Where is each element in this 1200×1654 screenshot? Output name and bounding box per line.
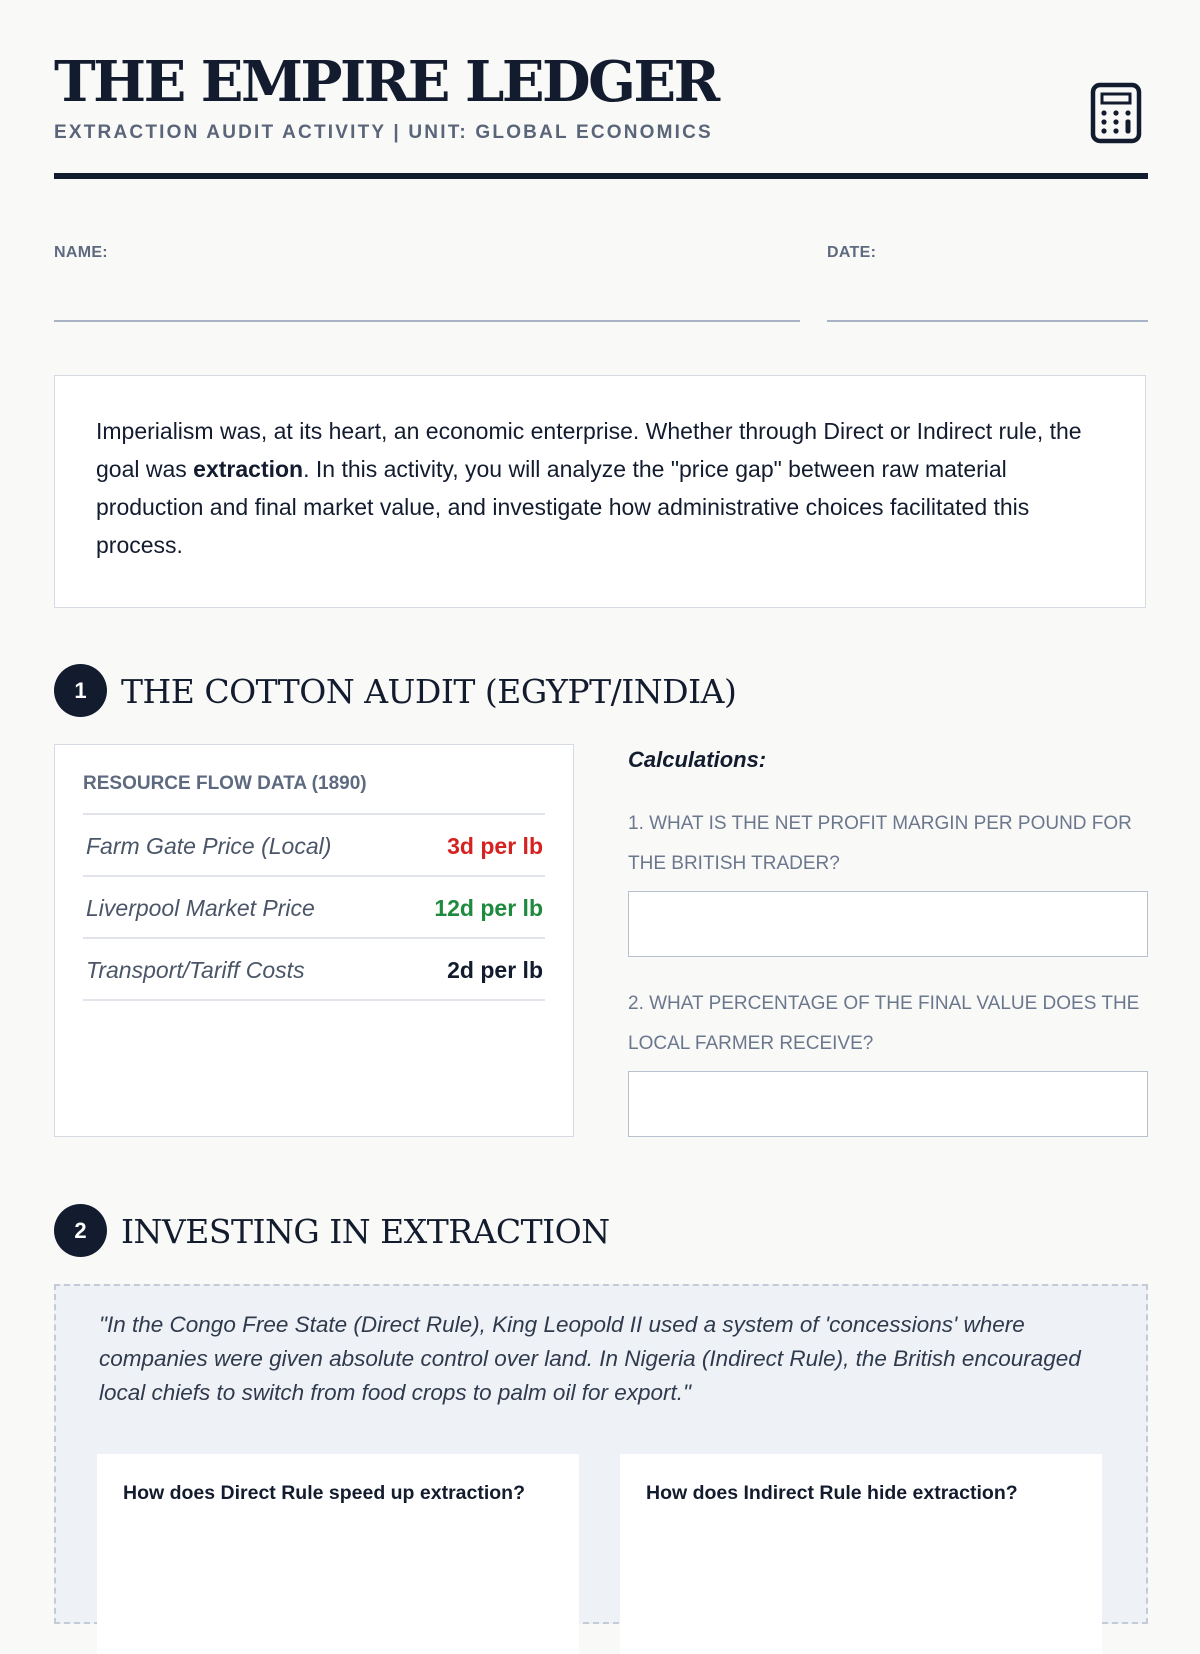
section-title: THE COTTON AUDIT (EGYPT/INDIA) [121,672,737,711]
section-number-badge: 1 [54,664,107,717]
row-label: Transport/Tariff Costs [86,957,305,983]
intro-box [54,375,1146,608]
row-label: Liverpool Market Price [86,895,315,921]
section-2-heading [54,1204,1148,1258]
row-value: 2d per lb [447,957,543,983]
resource-flow-card [54,744,574,1137]
data-row [83,817,545,877]
name-label: NAME: [54,244,108,261]
intro-text [96,412,1105,564]
row-label: Farm Gate Price (Local) [86,833,332,859]
calculator-icon [1090,82,1142,144]
date-label: DATE: [827,244,877,261]
intro-bold-term: extraction [193,456,304,482]
section-number-badge: 2 [54,1204,107,1257]
page-header [54,0,1148,180]
worksheet-page [54,0,1148,1504]
question-2-label: 2. WHAT PERCENTAGE OF THE FINAL VALUE DOES THE LOCAL FARMER RECEIVE? [628,993,1140,1054]
name-field[interactable] [54,320,800,322]
student-info-fields [54,244,1148,324]
data-row [83,879,545,939]
calculations-heading: Calculations: [628,747,767,772]
quote-box [54,1284,1148,1624]
page-subtitle: EXTRACTION AUDIT ACTIVITY | UNIT: GLOBAL ECONOMICS [54,122,713,143]
resource-flow-title: RESOURCE FLOW DATA (1890) [83,773,545,815]
intro-text-part2: . In this activity, you will analyze the "price gap" between raw material production and final market value, and investigate how administrative choices facilitated this process. [96,456,1030,558]
intro-text-part1: Imperialism was, at its heart, an economic enterprise. Whether through Direct or Indirect rule, the goal was [96,418,1082,482]
header-divider [54,173,1148,179]
page-title: THE EMPIRE LEDGER [54,49,718,115]
question-1-label: 1. WHAT IS THE NET PROFIT MARGIN PER POUND FOR THE BRITISH TRADER? [628,813,1132,874]
question-2-answer-box[interactable] [628,1071,1148,1137]
source-quote: "In the Congo Free State (Direct Rule), King Leopold II used a system of 'concessions' where companies were given absolute control over land. In Nigeria (Indirect Rule), the British encouraged local chiefs to switch from food crops to palm oil for export." [99,1312,1081,1405]
row-value: 12d per lb [434,895,543,921]
response-card-question: How does Indirect Rule hide extraction? [646,1482,1018,1504]
section-1-heading [54,664,1148,718]
response-card-question: How does Direct Rule speed up extraction? [123,1482,525,1504]
indirect-rule-response-card[interactable] [620,1454,1102,1654]
section-title: INVESTING IN EXTRACTION [121,1212,610,1251]
direct-rule-response-card[interactable] [97,1454,579,1654]
data-row [83,941,545,1001]
question-1-answer-box[interactable] [628,891,1148,957]
date-field[interactable] [827,320,1148,322]
row-value: 3d per lb [447,833,543,859]
